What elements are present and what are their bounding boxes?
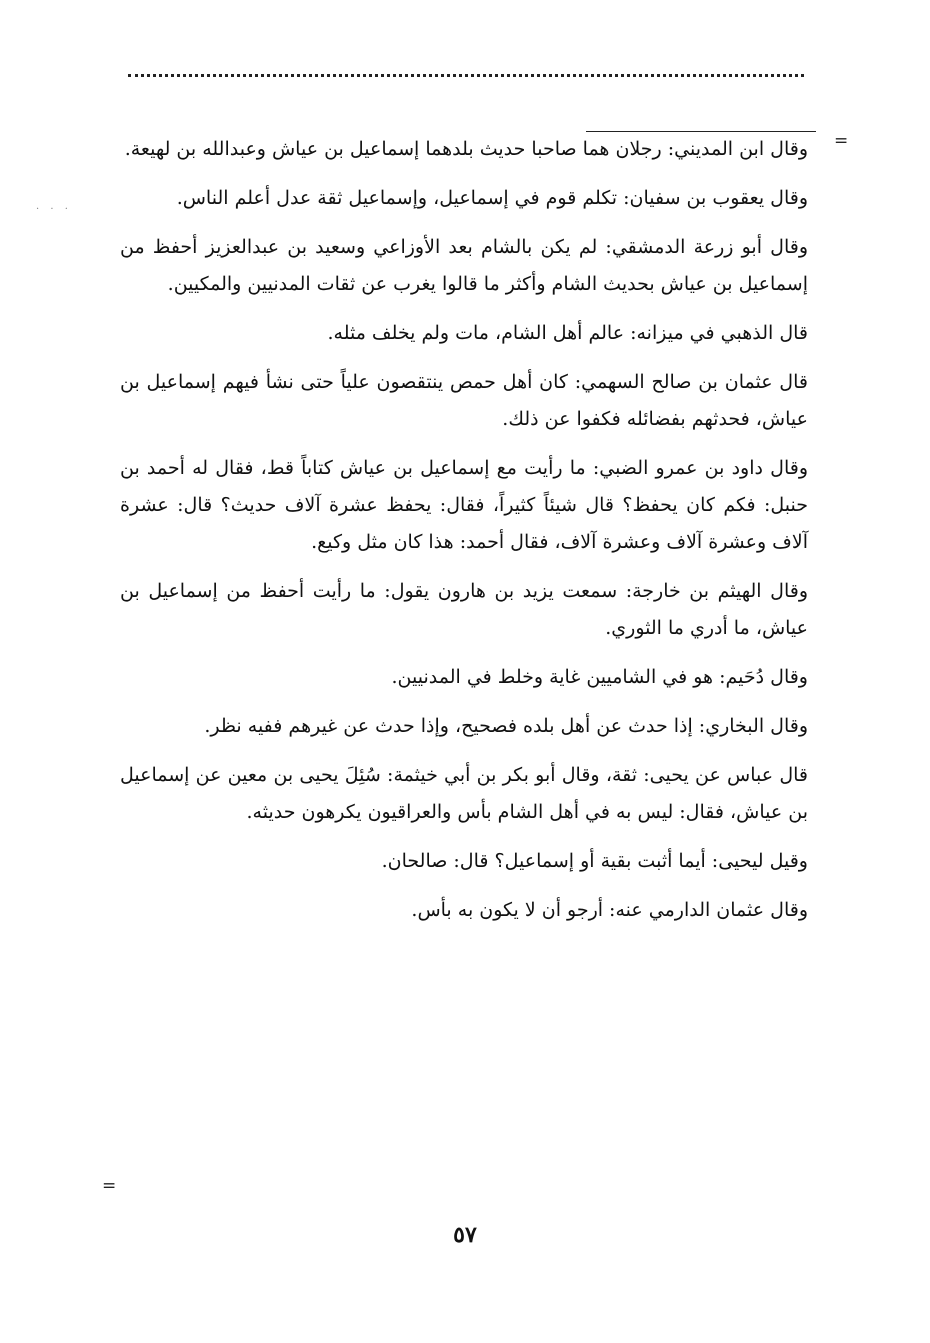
paragraph-abbas-yahya: قال عباس عن يحيى: ثقة، وقال أبو بكر بن أبي خيثمة: سُئِلَ يحيى بن معين عن إسماعيل بن عياش، فقال: ليس به في أهل الشام بأس والعراقيون يكرهون حديثه. xyxy=(120,764,808,823)
dotted-separator xyxy=(128,74,804,77)
paragraph-question-to-yahya: وقيل ليحيى: أيما أثبت بقية أو إسماعيل؟ قال: صالحان. xyxy=(381,850,808,872)
footnote-continued-mark: = xyxy=(834,131,849,151)
page-number: ٥٧ xyxy=(453,1222,477,1248)
paragraph-al-dhahabi: قال الذهبي في ميزانه: عالم أهل الشام، مات ولم يخلف مثله. xyxy=(327,322,808,344)
paragraph-al-haytham: وقال الهيثم بن خارجة: سمعت يزيد بن هارون يقول: ما رأيت أحفظ من إسماعيل بن عياش، ما أدري ما الثوري. xyxy=(120,580,808,639)
paragraph-uthman-al-darimi: وقال عثمان الدارمي عنه: أرجو أن لا يكون به بأس. xyxy=(411,899,808,921)
scan-specks: · · · xyxy=(36,204,72,215)
footnote-text xyxy=(120,131,808,941)
paragraph-abu-zura: وقال أبو زرعة الدمشقي: لم يكن بالشام بعد الأوزاعي وسعيد بن عبدالعزيز أحفظ من إسماعيل بن عياش بحديث الشام وأكثر ما قالوا يغرب عن ثقات المدنيين والمكيين. xyxy=(120,236,808,295)
paragraph-dawud-al-dabbi: وقال داود بن عمرو الضبي: ما رأيت مع إسماعيل بن عياش كتاباً قط، فقال له أحمد بن حنبل: فكم كان يحفظ؟ قال شيئاً كثيراً، فقال: يحفظ عشرة آلاف حديث؟ قال: عشرة آلاف وعشرة آلاف وعشرة آلاف، فقال أحمد: هذا كان مثل وكيع. xyxy=(120,457,808,553)
footnote-continues-mark: = xyxy=(102,1176,117,1196)
paragraph-ibn-al-madini: وقال ابن المديني: رجلان هما صاحبا حديث بلدهما إسماعيل بن عياش وعبدالله بن لهيعة. xyxy=(124,138,808,160)
paragraph-duhaym: وقال دُحَيم: هو في الشاميين غاية وخلط في المدنيين. xyxy=(391,666,808,688)
paragraph-al-bukhari: وقال البخاري: إذا حدث عن أهل بلده فصحيح، وإذا حدث عن غيرهم ففيه نظر. xyxy=(204,715,808,737)
paragraph-yaqub-ibn-sufyan: وقال يعقوب بن سفيان: تكلم قوم في إسماعيل، وإسماعيل ثقة عدل أعلم الناس. xyxy=(176,187,808,209)
paragraph-uthman-al-sahmi: قال عثمان بن صالح السهمي: كان أهل حمص ينتقصون علياً حتى نشأ فيهم إسماعيل بن عياش، فحدثهم بفضائله فكفوا عن ذلك. xyxy=(120,371,808,430)
